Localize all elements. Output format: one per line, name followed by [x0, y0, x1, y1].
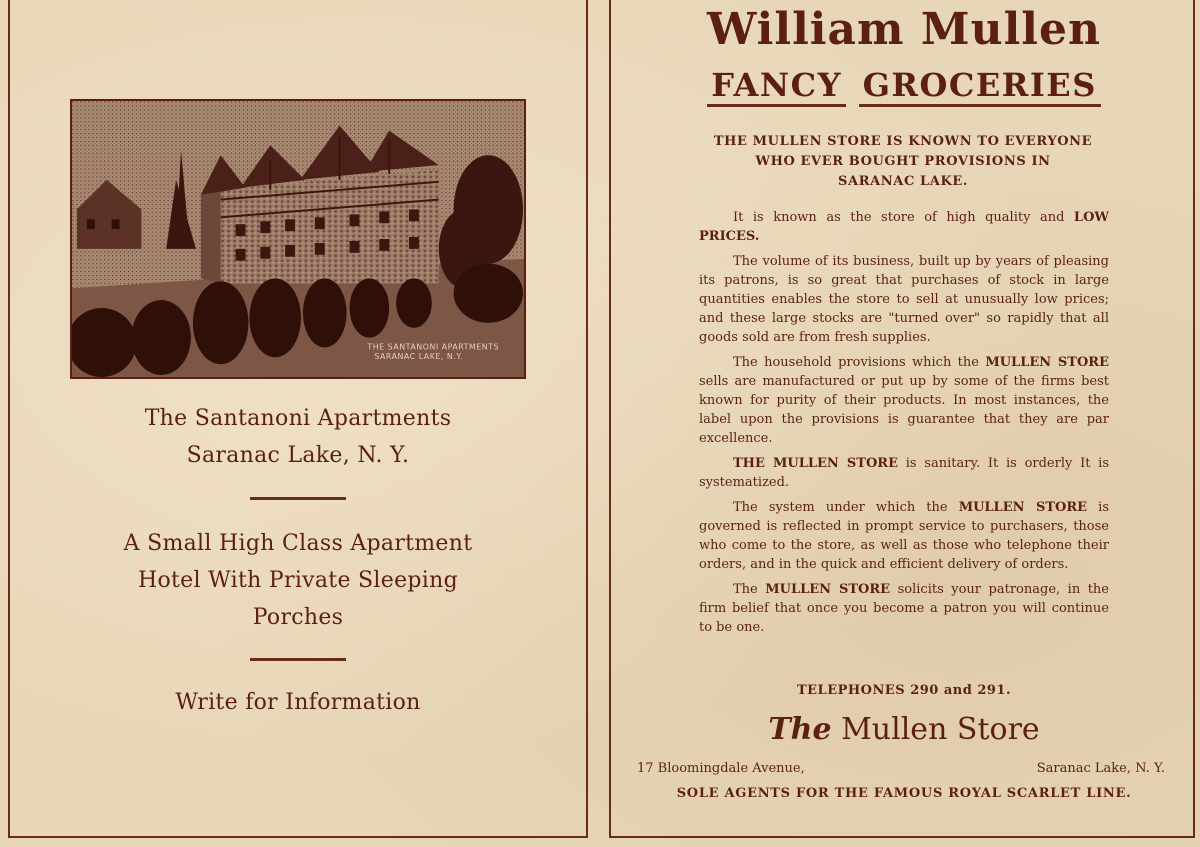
- p1-text: It is known as the store of high quality and: [733, 210, 1074, 225]
- store-owner-name: William Mullen: [707, 4, 1101, 55]
- sole-agents-line: SOLE AGENTS FOR THE FAMOUS ROYAL SCARLET LINE.: [676, 786, 1132, 801]
- headline-line1: THE MULLEN STORE IS KNOWN TO EVERYONE: [713, 134, 1093, 149]
- apartment-illustration: [72, 101, 524, 377]
- p3-text-a: The household provisions which the: [733, 355, 986, 370]
- apartment-photo: [70, 99, 526, 379]
- store-address: 17 Bloomingdale Avenue,: [637, 761, 805, 776]
- paragraph-system: [699, 498, 1109, 574]
- p6-bold: MULLEN STORE: [765, 582, 891, 597]
- apartment-location: Saranac Lake, N. Y.: [186, 443, 410, 468]
- tagline-word-fancy: FANCY: [707, 66, 846, 107]
- signature-the: The: [768, 712, 832, 747]
- telephone-numbers: TELEPHONES 290 and 291.: [796, 683, 1012, 698]
- p5-text-a: The system under which the: [733, 500, 959, 515]
- store-tagline: [611, 66, 1197, 104]
- paragraph-volume: The volume of its business, built up by years of pleasing its patrons, is so great that purchases of stock in large quantities enables the store to sell at unusually low prices; and these large stocks are "turned over" so rapidly that all goods sold are from fresh supplies.: [699, 254, 1109, 345]
- headline-line3: SARANAC LAKE.: [838, 174, 968, 189]
- santanoni-ad: [8, 0, 588, 838]
- paragraph-provisions: [699, 353, 1109, 448]
- apartment-desc-line2: Hotel With Private Sleeping: [138, 568, 458, 593]
- p3-text-c: sells are manufactured or put up by some of the firms best known for purity of their products. In most instances, the label upon the provisions is guarantee that they are par excellence.: [699, 374, 1109, 446]
- headline-line2: WHO EVER BOUGHT PROVISIONS IN: [755, 154, 1051, 169]
- photo-caption-line1: THE SANTANONI APARTMENTS: [367, 342, 500, 352]
- mullen-ad: [609, 0, 1195, 838]
- ad-body: [699, 208, 1109, 643]
- tagline-word-groceries: GROCERIES: [859, 66, 1101, 107]
- divider-rule: [250, 658, 346, 661]
- p3-bold: MULLEN STORE: [985, 355, 1109, 370]
- p5-text-c: is governed is reflected in prompt service to purchasers, those who come to the store, as well as those who telephone their orders, and in the quick and efficient delivery of orders.: [699, 500, 1109, 572]
- call-to-action: Write for Information: [175, 690, 421, 715]
- apartment-desc-line3: Porches: [252, 605, 344, 630]
- apartment-desc-line1: A Small High Class Apartment: [123, 531, 473, 556]
- paragraph-quality: [699, 208, 1109, 246]
- paragraph-sanitary: [699, 454, 1109, 492]
- divider-rule: [250, 497, 346, 500]
- store-signature: [611, 712, 1197, 747]
- apartment-name: The Santanoni Apartments: [144, 406, 452, 431]
- store-city: Saranac Lake, N. Y.: [1036, 761, 1165, 776]
- paragraph-patronage: [699, 580, 1109, 637]
- signature-name: Mullen Store: [831, 712, 1040, 747]
- p4-bold: THE MULLEN STORE: [733, 456, 899, 471]
- p4-text: is sanitary. It is orderly It is systematized.: [699, 456, 1109, 490]
- photo-caption-line2: SARANAC LAKE, N.Y.: [374, 352, 464, 362]
- p1-bold: LOW PRICES.: [699, 210, 1109, 244]
- p6-text-c: solicits your patronage, in the firm belief that once you become a patron you will continue to be one.: [699, 582, 1109, 635]
- p5-bold: MULLEN STORE: [958, 500, 1088, 515]
- p6-text-a: The: [733, 582, 766, 597]
